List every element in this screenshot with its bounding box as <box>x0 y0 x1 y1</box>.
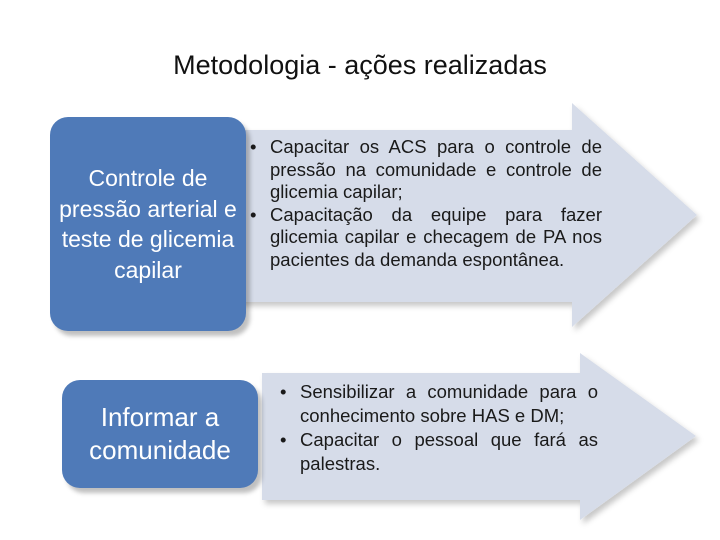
list-item: • Capacitação da equipe para fazer glicemia capilar e checagem de PA nos pacientes da demanda espontânea. <box>250 204 602 272</box>
list-item: • Capacitar o pessoal que fará as palestras. <box>280 428 598 476</box>
section-label-1: Controle de pressão arterial e teste de glicemia capilar <box>59 165 237 283</box>
section-box-1 <box>50 117 246 331</box>
section-box-2 <box>62 380 258 488</box>
section-list-2 <box>280 380 598 476</box>
section-list-1 <box>250 136 602 272</box>
list-item: • Capacitar os ACS para o controle de pressão na comunidade e controle de glicemia capilar; <box>250 136 602 204</box>
slide-title: Metodologia - ações realizadas <box>173 50 547 80</box>
list-item: • Sensibilizar a comunidade para o conhecimento sobre HAS e DM; <box>280 380 598 428</box>
section-label-2: Informar a comunidade <box>89 402 231 465</box>
